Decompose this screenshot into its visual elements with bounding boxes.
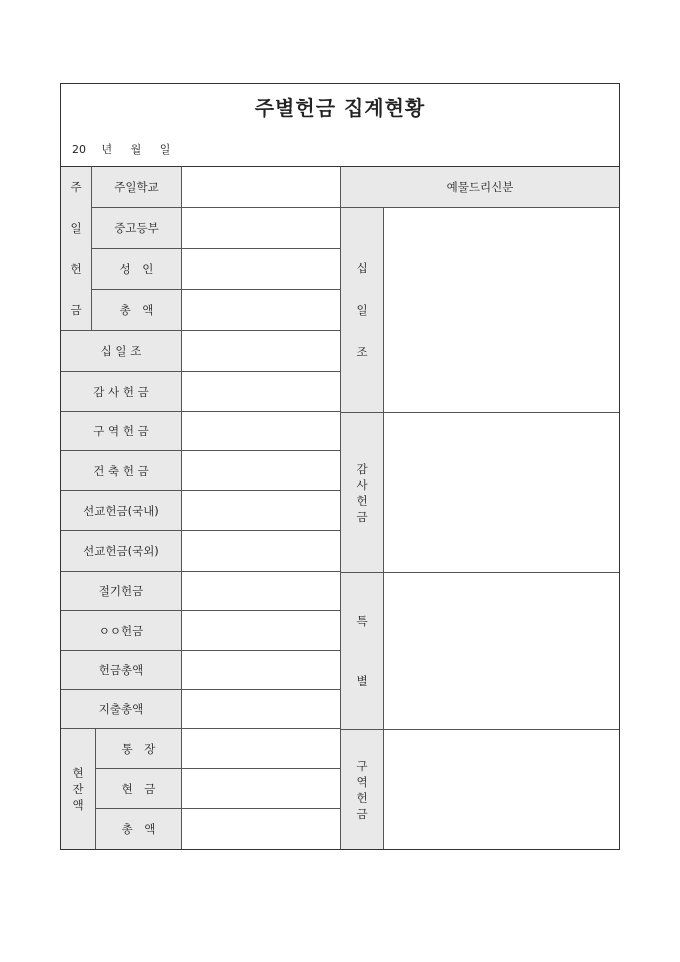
day-label: 일 bbox=[159, 143, 171, 156]
amount-cell[interactable] bbox=[182, 572, 341, 611]
section-char: 사 bbox=[356, 477, 368, 492]
row-label-thanksgiving: 감 사 헌 금 bbox=[61, 372, 182, 412]
donors-header: 예물드리신분 bbox=[341, 166, 619, 208]
section-char: 특 bbox=[356, 614, 368, 628]
amount-cell[interactable] bbox=[182, 769, 341, 809]
group-char: 일 bbox=[70, 221, 82, 236]
section-char: 헌 bbox=[356, 790, 368, 805]
row-label-offering-total: 헌금총액 bbox=[61, 651, 182, 690]
right-section-label-special bbox=[341, 573, 384, 730]
row-label-district: 구 역 헌 금 bbox=[61, 412, 182, 451]
date-line bbox=[72, 141, 185, 157]
row-label-mission-domestic: 선교헌금(국내) bbox=[61, 491, 182, 531]
section-char: 별 bbox=[356, 674, 368, 688]
amount-cell[interactable] bbox=[182, 690, 341, 729]
row-label-mission-overseas: 선교헌금(국외) bbox=[61, 531, 182, 572]
row-label-bankbook: 통 장 bbox=[96, 729, 182, 769]
sunday-offering-group-label bbox=[61, 166, 92, 331]
amount-cell[interactable] bbox=[182, 729, 341, 769]
row-label-seasonal: 절기헌금 bbox=[61, 572, 182, 611]
row-label-sunday-total: 총 액 bbox=[92, 290, 182, 331]
amount-cell[interactable] bbox=[182, 412, 341, 451]
donor-names-thanksgiving[interactable] bbox=[384, 413, 619, 573]
amount-cell[interactable] bbox=[182, 290, 341, 331]
row-label-adult: 성 인 bbox=[92, 249, 182, 290]
amount-cell[interactable] bbox=[182, 809, 341, 849]
section-char: 십 bbox=[356, 261, 368, 275]
section-char: 일 bbox=[356, 303, 368, 317]
donor-names-special[interactable] bbox=[384, 573, 619, 730]
group-char: 금 bbox=[70, 302, 82, 317]
right-section-label-tithe bbox=[341, 208, 384, 413]
year-prefix: 20 bbox=[72, 143, 86, 156]
row-label-youth: 중고등부 bbox=[92, 208, 182, 249]
section-char: 구 bbox=[356, 758, 368, 773]
amount-cell[interactable] bbox=[182, 611, 341, 651]
section-char: 금 bbox=[356, 509, 368, 524]
offering-summary-form bbox=[60, 83, 620, 850]
row-label-expense-total: 지출총액 bbox=[61, 690, 182, 729]
row-label-tithe: 십 일 조 bbox=[61, 331, 182, 372]
amount-cell[interactable] bbox=[182, 166, 341, 208]
section-char: 헌 bbox=[356, 493, 368, 508]
year-label: 년 bbox=[101, 143, 113, 156]
right-section-label-district bbox=[341, 730, 384, 849]
section-char: 금 bbox=[356, 806, 368, 821]
section-char: 조 bbox=[356, 345, 368, 359]
right-section-label-thanksgiving bbox=[341, 413, 384, 573]
row-label-building: 건 축 헌 금 bbox=[61, 451, 182, 491]
amount-cell[interactable] bbox=[182, 331, 341, 372]
section-char: 역 bbox=[356, 774, 368, 789]
form-title: 주별헌금 집계현황 bbox=[254, 96, 426, 120]
row-label-sunday-school: 주일학교 bbox=[92, 166, 182, 208]
amount-cell[interactable] bbox=[182, 249, 341, 290]
donor-names-district[interactable] bbox=[384, 730, 619, 849]
section-char: 감 bbox=[356, 461, 368, 476]
month-label: 월 bbox=[130, 143, 142, 156]
group-char: 헌 bbox=[70, 261, 82, 276]
amount-cell[interactable] bbox=[182, 651, 341, 690]
amount-cell[interactable] bbox=[182, 491, 341, 531]
group-char: 주 bbox=[70, 180, 82, 195]
row-label-other-offering: ㅇㅇ헌금 bbox=[61, 611, 182, 651]
balance-group-label bbox=[61, 729, 96, 849]
amount-cell[interactable] bbox=[182, 451, 341, 491]
group-char: 현 bbox=[72, 766, 84, 780]
row-label-balance-total: 총 액 bbox=[96, 809, 182, 849]
amount-cell[interactable] bbox=[182, 372, 341, 412]
row-label-cash: 현 금 bbox=[96, 769, 182, 809]
group-char: 잔 bbox=[72, 782, 84, 796]
donor-names-tithe[interactable] bbox=[384, 208, 619, 413]
amount-cell[interactable] bbox=[182, 531, 341, 572]
amount-cell[interactable] bbox=[182, 208, 341, 249]
group-char: 액 bbox=[72, 798, 84, 812]
